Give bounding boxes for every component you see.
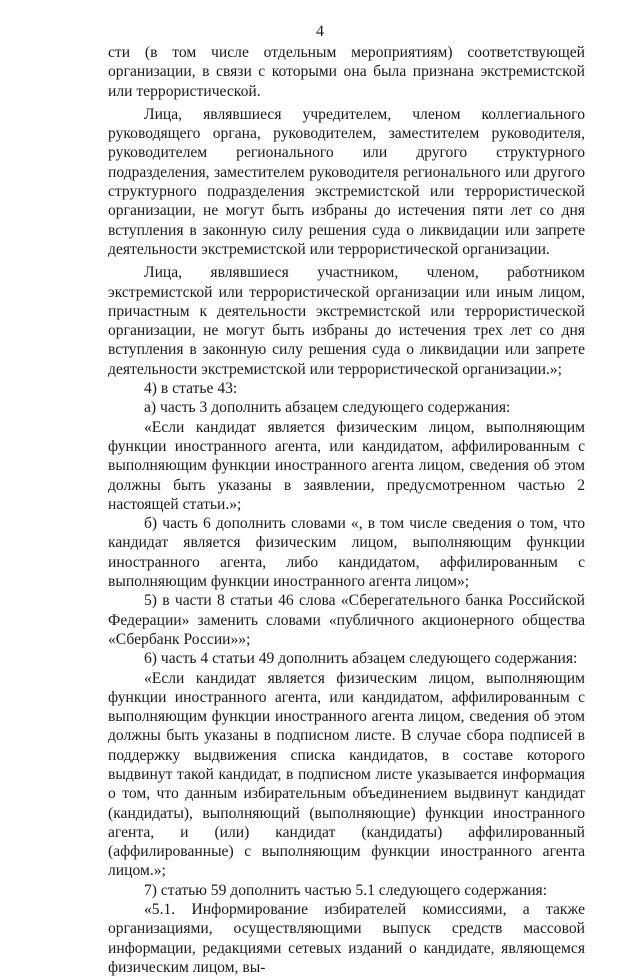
- item-6-text: «Если кандидат является физическим лицом, выполняющим функции иностранного агента, или кандидатом, аффилированным с выполняющим функции иностранного агента лицом, сведения об этом должны быть указаны в подписном листе. В случае сбора подписей в поддержку выдвижения списка кандидатов, в составе которого выдвинут такой кандидат, в подписном листе указывается информация о том, что данным избирательным объединением выдвинут кандидат (кандидаты), выполняющий (выполняющие) функции иностранного агента, и (или) кандидат (кандидаты) аффилированный (аффилированные) с выполняющим функции иностранного агента лицом.»;: [108, 669, 585, 880]
- item-4-heading: 4) в статье 43:: [144, 380, 238, 398]
- paragraph-founders-restriction: Лица, являвшиеся учредителем, членом коллегиального руководящего органа, руководителем, заместителем руководителя, руководителем регионального или другого структурного подразделения, заместителем руководителя регионального или другого структурного подразделения экстремистской или террористической организации, не могут быть избраны до истечения пяти лет со дня вступления в законную силу решения суда о ликвидации или запрете деятельности экстремистской или террористической организации.: [108, 105, 585, 258]
- item-4b-text: б) часть 6 дополнить словами «, в том числе сведения о том, что кандидат является физическим лицом, выполняющим функции иностранного агента, либо кандидатом, аффилированным с выполняющим функции иностранного агента лицом»;: [108, 515, 585, 591]
- item-7-text: «5.1. Информирование избирателей комиссиями, а также организациями, осуществляющими выпуск средств массовой информации, редакциями сетевых изданий о кандидате, являющемся физическим лицом, вы-: [108, 901, 585, 976]
- item-7-heading: 7) статью 59 дополнить частью 5.1 следующего содержания:: [144, 881, 548, 899]
- document-body: [108, 43, 585, 977]
- item-4a-text: «Если кандидат является физическим лицом, выполняющим функции иностранного агента, или кандидатом, аффилированным с выполняющим функции иностранного агента лицом, сведения об этом должны быть указаны в заявлении, предусмотренном частью 2 настоящей статьи.»;: [108, 418, 585, 513]
- paragraph-continuation: сти (в том числе отдельным мероприятиям) соответствующей организации, в связи с которыми она была признана экстремистской или террористической.: [108, 44, 585, 100]
- scan-speck: ·: [452, 863, 454, 869]
- item-6-heading: 6) часть 4 статьи 49 дополнить абзацем следующего содержания:: [144, 650, 578, 668]
- item-4a-heading: а) часть 3 дополнить абзацем следующего содержания:: [144, 399, 511, 417]
- paragraph-participants-restriction: Лица, являвшиеся участником, членом, работником экстремистской или террористической организации или иным лицом, причастным к деятельности экстремистской или террористической организации, не могут быть избраны до истечения трех лет со дня вступления в законную силу решения суда о ликвидации или запрете деятельности экстремистской или террористической организации.»;: [108, 264, 585, 378]
- item-5-text: 5) в части 8 статьи 46 слова «Сберегательного банка Российской Федерации» заменить словами «публичного акционерного общества «Сбербанк России»»;: [108, 592, 585, 648]
- page-number: 4: [316, 23, 324, 40]
